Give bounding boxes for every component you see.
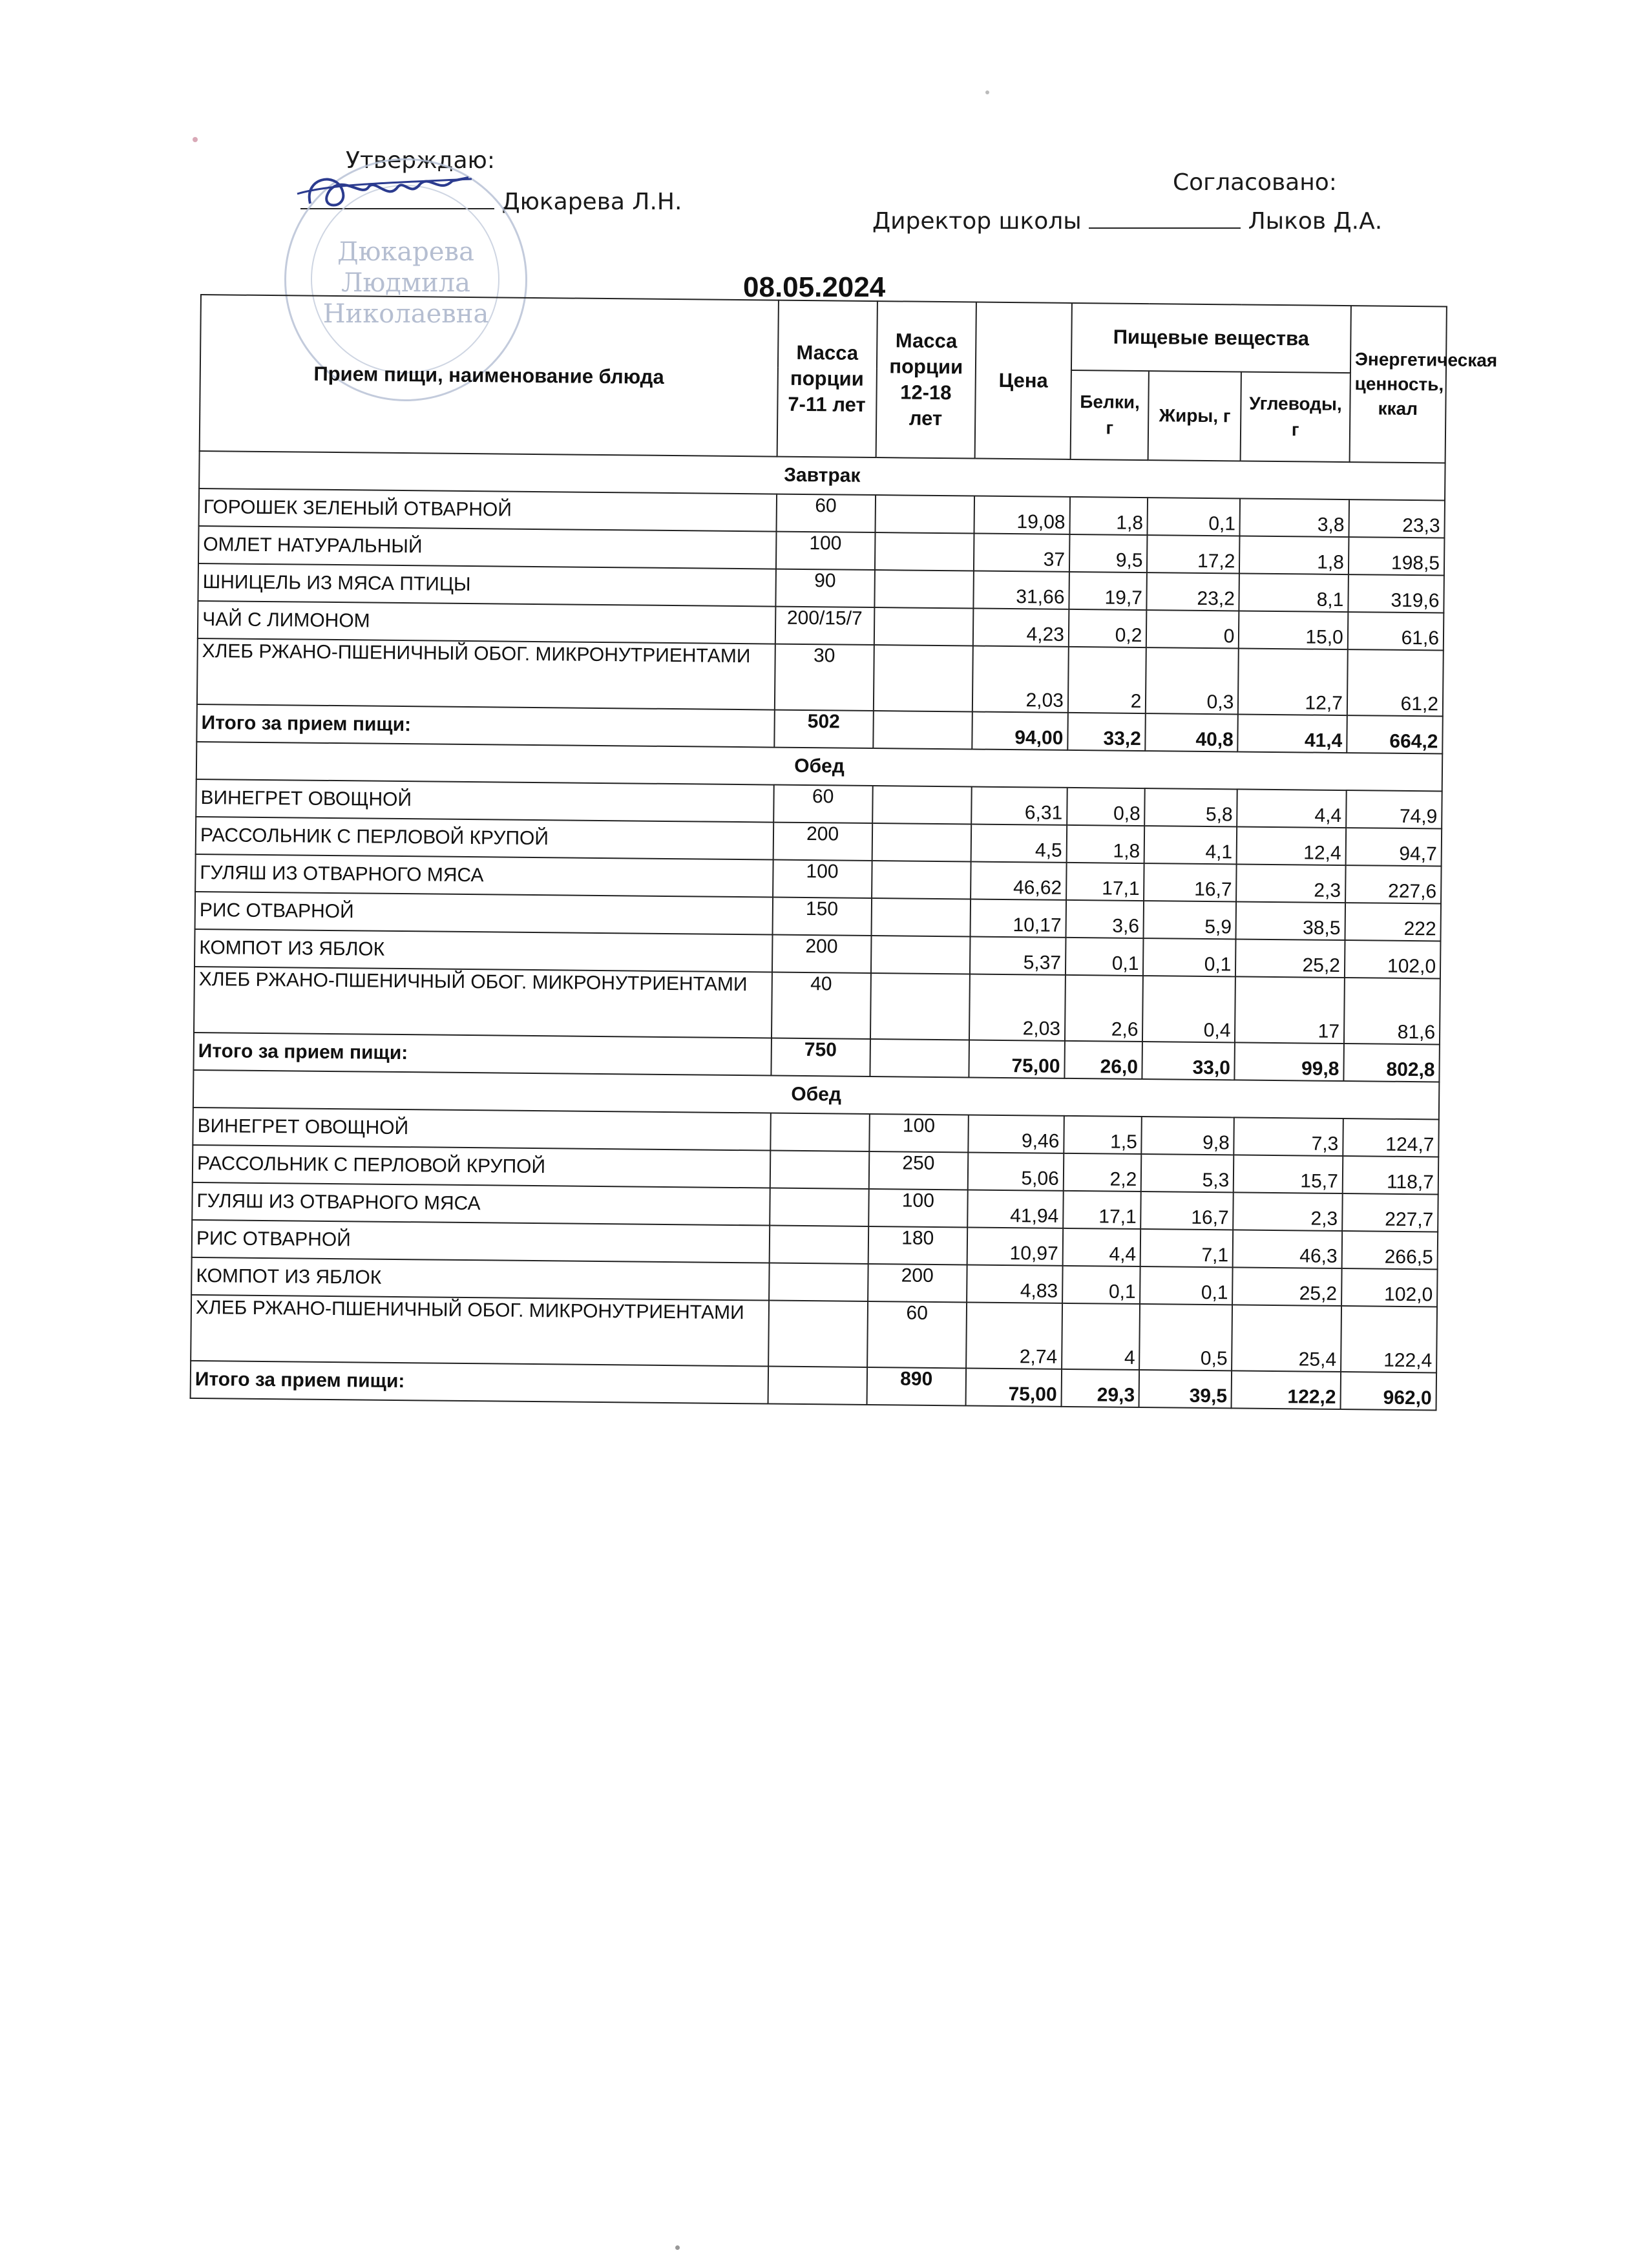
total-fat: 33,0 (1142, 1042, 1235, 1080)
mass-12-18: 180 (868, 1226, 967, 1265)
price: 46,62 (971, 861, 1067, 899)
mass-7-11 (768, 1301, 868, 1367)
protein: 0,2 (1069, 609, 1147, 647)
total-mass-12-18 (870, 1039, 969, 1077)
energy: 227,7 (1342, 1193, 1438, 1232)
mass-12-18: 100 (868, 1189, 968, 1227)
dish-name: РИС ОТВАРНОЙ (195, 892, 773, 935)
mass-12-18: 100 (869, 1114, 969, 1152)
protein: 9,5 (1069, 534, 1148, 572)
mass-12-18 (874, 607, 974, 646)
price: 5,37 (970, 936, 1066, 974)
price: 5,06 (968, 1152, 1064, 1190)
price: 10,97 (967, 1227, 1063, 1265)
mass-7-11: 100 (773, 860, 872, 898)
carbs: 2,3 (1234, 1192, 1343, 1231)
col-header-mass1: Масса порции 7-11 лет (777, 300, 877, 457)
price: 4,83 (967, 1265, 1063, 1303)
fat: 16,7 (1144, 863, 1237, 901)
menu-body (191, 451, 1445, 1410)
col-header-mass2: Масса порции 12-18 лет (876, 301, 976, 458)
dish-name: РАССОЛЬНИК С ПЕРЛОВОЙ КРУПОЙ (193, 1145, 770, 1188)
speck (675, 2245, 680, 2250)
fat: 5,3 (1141, 1154, 1234, 1192)
carbs: 3,8 (1240, 498, 1349, 537)
carbs: 12,4 (1237, 826, 1346, 865)
fat: 0,1 (1140, 1266, 1233, 1305)
fat: 5,8 (1145, 788, 1238, 826)
mass-7-11: 200 (772, 935, 871, 973)
energy: 266,5 (1341, 1231, 1438, 1269)
dish-name: РИС ОТВАРНОЙ (192, 1220, 770, 1263)
energy: 81,6 (1344, 978, 1440, 1044)
menu-date: 08.05.2024 (743, 271, 886, 303)
protein: 17,1 (1066, 863, 1144, 901)
energy: 122,4 (1341, 1306, 1437, 1372)
mass-7-11: 100 (775, 532, 875, 570)
carbs: 4,4 (1237, 789, 1347, 828)
fat: 23,2 (1147, 572, 1240, 611)
mass-7-11 (769, 1263, 868, 1301)
fat: 0,3 (1146, 647, 1239, 714)
total-carbs: 99,8 (1235, 1042, 1344, 1081)
mass-12-18: 250 (868, 1151, 968, 1190)
protein: 2,6 (1065, 975, 1143, 1042)
dish-name: ВИНЕГРЕТ ОВОЩНОЙ (196, 779, 773, 823)
protein: 3,6 (1066, 900, 1144, 938)
approve-label: Утверждаю: (346, 147, 495, 174)
price: 41,94 (967, 1190, 1064, 1228)
total-label: Итого за прием пищи: (193, 1033, 771, 1076)
total-price: 94,00 (972, 711, 1068, 750)
mass-7-11: 60 (773, 785, 873, 823)
price: 2,03 (969, 974, 1066, 1040)
col-header-protein: Белки, г (1071, 370, 1150, 460)
col-header-name: Прием пищи, наименование блюда (200, 295, 779, 457)
energy: 102,0 (1341, 1268, 1438, 1307)
dish-name: РАССОЛЬНИК С ПЕРЛОВОЙ КРУПОЙ (196, 817, 773, 860)
mass-7-11: 40 (772, 972, 871, 1039)
energy: 102,0 (1345, 940, 1441, 978)
fat: 17,2 (1147, 535, 1240, 573)
fat: 0,5 (1139, 1304, 1232, 1370)
mass-12-18 (875, 532, 974, 571)
mass-12-18 (872, 823, 971, 861)
col-header-price: Цена (974, 302, 1071, 459)
fat: 0,1 (1143, 938, 1236, 976)
fat: 16,7 (1141, 1192, 1234, 1230)
stamp-line-3: Николаевна (322, 299, 489, 329)
carbs: 15,0 (1239, 611, 1348, 649)
mass-12-18 (871, 898, 971, 936)
col-header-nutrients: Пищевые вещества (1071, 303, 1351, 373)
carbs: 17 (1235, 976, 1344, 1044)
carbs: 25,4 (1232, 1305, 1341, 1372)
mass-12-18 (871, 936, 971, 974)
fat: 4,1 (1144, 826, 1237, 864)
energy: 74,9 (1346, 790, 1442, 828)
director-name: Лыков Д.А. (1248, 208, 1383, 235)
mass-7-11 (770, 1113, 870, 1151)
total-carbs: 122,2 (1232, 1370, 1341, 1409)
mass-7-11 (769, 1226, 868, 1264)
energy: 124,7 (1343, 1118, 1439, 1157)
protein: 0,1 (1066, 938, 1144, 976)
section-title: Завтрак (199, 451, 1445, 501)
mass-12-18 (874, 570, 974, 608)
section-title: Обед (196, 742, 1442, 792)
dish-name: ГОРОШЕК ЗЕЛЕНЫЙ ОТВАРНОЙ (199, 488, 777, 532)
protein: 17,1 (1063, 1191, 1141, 1229)
price: 4,23 (973, 609, 1069, 647)
carbs: 25,2 (1235, 939, 1345, 978)
protein: 1,8 (1069, 497, 1148, 535)
speck (193, 137, 198, 142)
mass-12-18 (872, 861, 971, 899)
carbs: 25,2 (1232, 1267, 1341, 1306)
mass-12-18: 60 (867, 1301, 967, 1368)
total-protein: 29,3 (1061, 1369, 1139, 1407)
director-label: Директор школы (872, 208, 1082, 235)
dish-name: ХЛЕБ РЖАНО-ПШЕНИЧНЫЙ ОБОГ. МИКРОНУТРИЕНТАМИ (194, 967, 772, 1038)
energy: 61,2 (1347, 649, 1444, 716)
director-line (872, 208, 1382, 235)
protein: 4 (1062, 1303, 1140, 1370)
energy: 61,6 (1348, 612, 1444, 650)
fat: 0 (1146, 610, 1239, 648)
energy: 118,7 (1343, 1156, 1439, 1194)
carbs: 1,8 (1239, 536, 1349, 574)
mass-7-11: 30 (774, 644, 874, 711)
col-header-carbs: Углеводы, г (1241, 372, 1350, 462)
total-energy: 664,2 (1347, 715, 1443, 753)
stamp-line-1: Дюкарева (337, 237, 474, 267)
fat: 7,1 (1140, 1229, 1234, 1267)
protein: 0,8 (1067, 788, 1145, 826)
mass-7-11: 90 (775, 569, 875, 607)
protein: 2,2 (1064, 1153, 1142, 1192)
price: 2,03 (972, 646, 1069, 713)
total-price: 75,00 (969, 1040, 1065, 1078)
dish-name: ХЛЕБ РЖАНО-ПШЕНИЧНЫЙ ОБОГ. МИКРОНУТРИЕНТАМИ (191, 1295, 768, 1367)
dish-name: КОМПОТ ИЗ ЯБЛОК (194, 929, 772, 972)
mass-12-18 (875, 495, 974, 533)
dish-name: ОМЛЕТ НАТУРАЛЬНЫЙ (198, 526, 776, 569)
carbs: 38,5 (1236, 901, 1345, 940)
price: 4,5 (971, 824, 1067, 862)
total-label: Итого за прием пищи: (196, 704, 774, 748)
carbs: 15,7 (1234, 1155, 1343, 1193)
energy: 198,5 (1349, 537, 1445, 575)
table-row (191, 1295, 1437, 1373)
fat: 0,1 (1148, 498, 1241, 536)
dish-name: КОМПОТ ИЗ ЯБЛОК (191, 1257, 769, 1301)
mass-7-11: 60 (776, 494, 876, 532)
dish-name: ГУЛЯШ ИЗ ОТВАРНОГО МЯСА (195, 854, 773, 898)
price: 10,17 (970, 899, 1066, 937)
speck (985, 90, 989, 94)
protein: 4,4 (1063, 1228, 1141, 1266)
protein: 1,5 (1064, 1116, 1142, 1154)
mass-7-11: 150 (772, 898, 872, 936)
total-carbs: 41,4 (1238, 714, 1347, 753)
mass-12-18 (872, 786, 972, 824)
total-mass-12-18 (873, 711, 972, 749)
fat: 9,8 (1142, 1117, 1235, 1155)
protein: 2 (1068, 647, 1146, 713)
menu-table (190, 294, 1498, 1411)
total-protein: 26,0 (1064, 1041, 1142, 1079)
mass-7-11 (770, 1151, 869, 1189)
price: 2,74 (966, 1302, 1062, 1369)
stamp-line-2: Людмила (341, 268, 470, 298)
protein: 19,7 (1069, 572, 1147, 610)
carbs: 2,3 (1236, 864, 1345, 903)
total-mass-7-11 (768, 1367, 867, 1405)
mass-7-11: 200/15/7 (775, 607, 874, 645)
col-header-energy: Энергетическая ценность, ккал (1349, 306, 1446, 463)
signature-scribble (291, 165, 485, 216)
energy: 222 (1345, 903, 1441, 941)
carbs: 7,3 (1234, 1117, 1343, 1156)
dish-name: ВИНЕГРЕТ ОВОЩНОЙ (193, 1108, 770, 1151)
total-energy: 962,0 (1340, 1372, 1436, 1410)
fat: 0,4 (1142, 976, 1235, 1042)
total-mass-7-11: 502 (774, 710, 874, 748)
total-mass-12-18: 890 (867, 1367, 966, 1405)
dish-name: ШНИЦЕЛЬ ИЗ МЯСА ПТИЦЫ (198, 563, 775, 607)
price: 9,46 (968, 1115, 1064, 1153)
energy: 227,6 (1345, 865, 1442, 903)
mass-12-18: 200 (868, 1264, 967, 1302)
energy: 23,3 (1349, 499, 1445, 538)
total-fat: 40,8 (1146, 713, 1239, 751)
table-row (197, 638, 1444, 717)
section-title: Обед (193, 1070, 1439, 1120)
mass-12-18 (870, 973, 970, 1040)
total-protein: 33,2 (1067, 713, 1146, 751)
dish-name: ЧАЙ С ЛИМОНОМ (198, 601, 775, 644)
mass-12-18 (874, 645, 973, 711)
director-signature-line (1089, 227, 1241, 229)
fat: 5,9 (1144, 901, 1237, 939)
carbs: 12,7 (1238, 648, 1347, 715)
protein: 1,8 (1067, 825, 1145, 863)
carbs: 8,1 (1239, 573, 1349, 612)
total-energy: 802,8 (1343, 1044, 1440, 1082)
mass-7-11: 200 (773, 823, 872, 861)
protein: 0,1 (1062, 1266, 1140, 1304)
agree-label: Согласовано: (1173, 169, 1337, 196)
approve-signer: Дюкарева Л.Н. (501, 189, 682, 215)
price: 37 (974, 534, 1070, 572)
total-mass-7-11: 750 (771, 1038, 870, 1076)
total-price: 75,00 (965, 1368, 1062, 1406)
energy: 94,7 (1345, 828, 1442, 866)
total-label: Итого за прием пищи: (191, 1361, 768, 1404)
col-header-fat: Жиры, г (1148, 371, 1241, 461)
dish-name: ГУЛЯШ ИЗ ОТВАРНОГО МЯСА (192, 1182, 770, 1226)
price: 31,66 (973, 571, 1069, 609)
carbs: 46,3 (1233, 1230, 1342, 1268)
dish-name: ХЛЕБ РЖАНО-ПШЕНИЧНЫЙ ОБОГ. МИКРОНУТРИЕНТАМИ (197, 638, 775, 710)
price: 19,08 (974, 496, 1070, 534)
table-row (194, 967, 1440, 1045)
header-row-1 (200, 295, 1447, 374)
total-fat: 39,5 (1139, 1370, 1232, 1408)
mass-7-11 (770, 1188, 869, 1226)
energy: 319,6 (1348, 574, 1444, 613)
price: 6,31 (971, 786, 1067, 824)
